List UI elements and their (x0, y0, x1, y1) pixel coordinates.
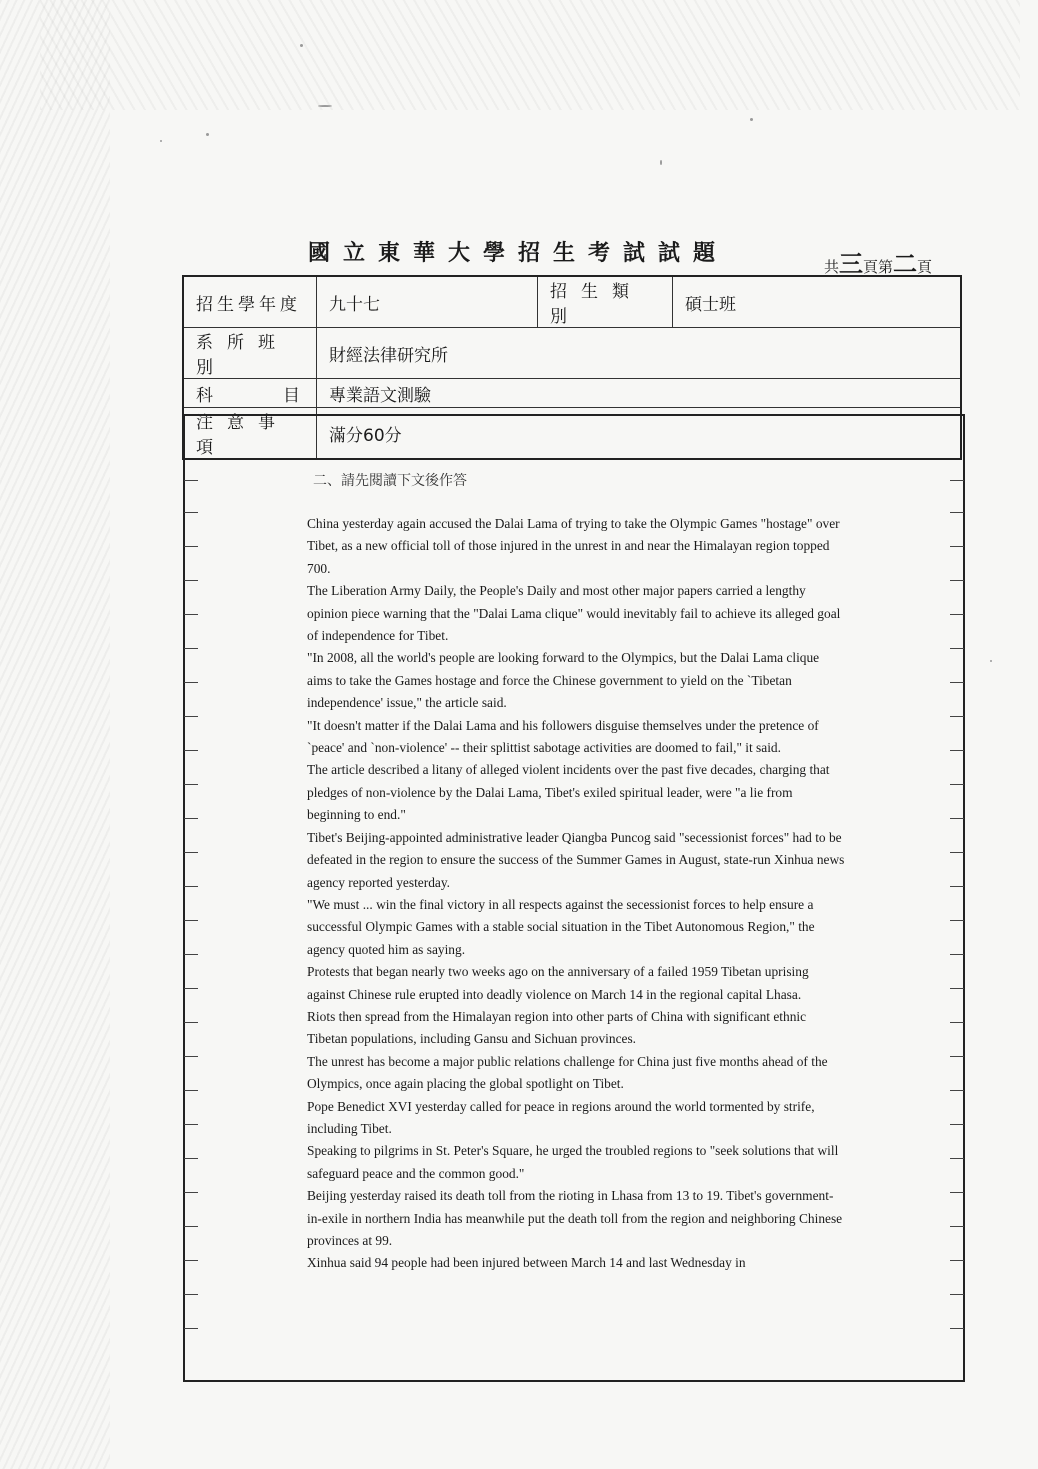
margin-tick (950, 852, 964, 853)
margin-tick (950, 580, 964, 581)
exam-title: 國立東華大學招生考試試題 (308, 240, 729, 266)
passage-paragraph: The Liberation Army Daily, the People's Daily and most other major papers carried a lengthy opinion piece warning that the "Dalai Lama clique" would inevitably fail to achieve its alleged goal of independence for Tibet. (307, 583, 841, 644)
page-total: 三 (839, 249, 864, 278)
info-row-year (183, 276, 961, 328)
margin-tick (184, 954, 198, 955)
margin-tick (184, 1260, 198, 1261)
scan-noise-left (0, 0, 110, 1469)
margin-tick (950, 682, 964, 683)
margin-tick (950, 920, 964, 921)
margin-tick (950, 988, 964, 989)
passage-paragraph: Beijing yesterday raised its death toll from the rioting in Lhasa from 13 to 19. Tibet's government-in-exile in northern India has meanwhile put the death toll from the region and neighboring Chinese provinces at 99. (307, 1188, 843, 1248)
scan-speck (660, 160, 662, 165)
question-heading: 二、請先閱讀下文後作答 (313, 473, 467, 489)
scan-speck (318, 105, 332, 107)
margin-tick (950, 1022, 964, 1023)
scan-speck (750, 118, 753, 121)
passage-paragraph: Protests that began nearly two weeks ago on the anniversary of a failed 1959 Tibetan uprising against Chinese rule erupted into deadly violence on March 14 in the regional capital Lhasa. (307, 964, 809, 1002)
passage-paragraph: The unrest has become a major public relations challenge for China just five months ahead of the Olympics, once again placing the global spotlight on Tibet. (307, 1053, 828, 1092)
margin-tick (184, 886, 198, 887)
margin-tick (184, 988, 198, 989)
margin-tick (184, 1328, 198, 1329)
margin-tick (950, 1294, 964, 1295)
margin-tick (950, 1158, 964, 1159)
passage-paragraph: "It doesn't matter if the Dalai Lama and his followers disguise themselves under the pretence of `peace' and `non-violence' -- their splittist sabotage activities are doomed to fail," it said. (307, 717, 819, 756)
category-label: 招生類別 (538, 276, 673, 328)
margin-tick (184, 1090, 198, 1091)
page-total-prefix: 共 (824, 258, 840, 276)
passage-paragraph: Xinhua said 94 people had been injured between March 14 and last Wednesday in (307, 1255, 746, 1271)
year-label: 招生學年度 (183, 276, 317, 328)
margin-tick (184, 1158, 198, 1159)
margin-tick (184, 1226, 198, 1227)
margin-tick (184, 1056, 198, 1057)
margin-tick (184, 614, 198, 615)
margin-tick (950, 716, 964, 717)
margin-tick (950, 614, 964, 615)
margin-tick (950, 512, 964, 513)
category-value: 碩士班 (673, 276, 962, 328)
scan-noise-top (40, 0, 1020, 110)
reading-passage (307, 513, 847, 1275)
margin-tick (184, 512, 198, 513)
page-mid: 頁第 (863, 258, 894, 276)
margin-tick (184, 580, 198, 581)
margin-tick (184, 1124, 198, 1125)
dept-label: 系所班別 (183, 328, 317, 379)
margin-tick (184, 1022, 198, 1023)
margin-tick (184, 852, 198, 853)
subject-label: 科目 (183, 379, 317, 408)
page-indicator (824, 244, 932, 279)
dept-value: 財經法律研究所 (317, 328, 962, 379)
margin-tick (184, 546, 198, 547)
scan-speck (206, 133, 209, 136)
margin-tick (184, 648, 198, 649)
notes-label: 注意事項 (183, 408, 317, 460)
margin-tick (184, 920, 198, 921)
passage-paragraph: China yesterday again accused the Dalai Lama of trying to take the Olympic Games "hostage" over Tibet, as a new official toll of those injured in the unrest in and near the Himalayan region topped 700. (307, 516, 840, 576)
margin-tick (950, 1328, 964, 1329)
scan-speck (160, 140, 162, 142)
margin-tick (184, 480, 198, 481)
margin-tick (950, 1192, 964, 1193)
page-suffix: 頁 (917, 258, 933, 276)
margin-tick (950, 818, 964, 819)
margin-tick (950, 1260, 964, 1261)
margin-tick (184, 716, 198, 717)
margin-tick (950, 546, 964, 547)
margin-tick (950, 750, 964, 751)
margin-tick (184, 682, 198, 683)
margin-tick (184, 784, 198, 785)
margin-tick (184, 818, 198, 819)
margin-tick (950, 886, 964, 887)
margin-tick (950, 1124, 964, 1125)
margin-tick (950, 1056, 964, 1057)
margin-tick (950, 1090, 964, 1091)
passage-paragraph: Speaking to pilgrims in St. Peter's Square, he urged the troubled regions to "seek solutions that will safeguard peace and the common good." (307, 1143, 839, 1181)
year-value: 九十七 (317, 276, 538, 328)
margin-tick (950, 954, 964, 955)
margin-tick (184, 1192, 198, 1193)
passage-paragraph: Pope Benedict XVI yesterday called for peace in regions around the world tormented by strife, including Tibet. (307, 1098, 815, 1136)
margin-tick (950, 648, 964, 649)
passage-paragraph: "In 2008, all the world's people are looking forward to the Olympics, but the Dalai Lama clique aims to take the Games hostage and force the Chinese government to yield on the `Tibetan independence' issue," the article said. (307, 650, 820, 711)
notes-value: 滿分60分 (317, 408, 962, 460)
passage-paragraph: The article described a litany of alleged violent incidents over the past five decades, charging that pledges of non-violence by the Dalai Lama, Tibet's exiled spiritual leader, were "a lie from beginning to end." (307, 762, 830, 823)
scan-speck (300, 44, 303, 47)
info-row-subject (183, 379, 961, 408)
passage-paragraph: Tibet's Beijing-appointed administrative leader Qiangba Puncog said "secessionist forces" had to be defeated in the region to ensure the success of the Summer Games in August, state-run Xinhua news agency reported yesterday. (307, 829, 845, 890)
passage-paragraph: "We must ... win the final victory in all respects against the secessionist forces to help ensure a successful Olympic Games with a stable social situation in the Tibet Autonomous Region," the agency quoted him as saying. (307, 896, 815, 957)
scan-speck (990, 660, 992, 662)
margin-tick (950, 1226, 964, 1227)
margin-tick (950, 784, 964, 785)
margin-tick (950, 480, 964, 481)
passage-paragraph: Riots then spread from the Himalayan region into other parts of China with significant ethnic Tibetan populations, including Gansu and Sichuan provinces. (307, 1008, 807, 1047)
subject-value: 專業語文測驗 (317, 379, 962, 408)
margin-tick (184, 1294, 198, 1295)
margin-tick (184, 750, 198, 751)
page-current: 二 (893, 249, 918, 278)
info-row-dept (183, 328, 961, 379)
